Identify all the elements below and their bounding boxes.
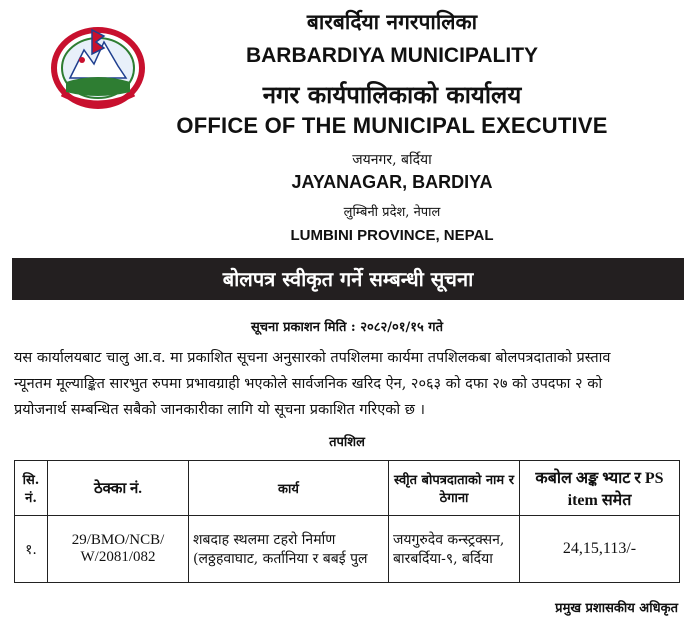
body-line: यस कार्यालयबाट चालु आ.व. मा प्रकाशित सूचना अनुसारको तपशिलमा कार्यमा तपशिलकबा बोलपत्रदाताको प्रस्ताव (14, 350, 611, 366)
notice-title-banner: बोलपत्र स्वीकृत गर्ने सम्बन्धी सूचना (12, 258, 684, 300)
table-header-row (15, 461, 680, 516)
col-serial-header: सि. नं. (15, 461, 48, 516)
office-name-en: OFFICE OF THE MUNICIPAL EXECUTIVE (176, 113, 608, 138)
municipality-name-en: BARBARDIYA MUNICIPALITY (245, 44, 539, 67)
tender-details-table (14, 460, 680, 583)
letterhead (0, 0, 694, 258)
province-en: LUMBINI PROVINCE, NEPAL (290, 227, 494, 244)
table-row (15, 516, 680, 583)
place-np: जयनगर, बर्दिया (352, 152, 432, 168)
place-en: JAYANAGAR, BARDIYA (291, 172, 493, 192)
body-line: न्यूनतम मूल्याङ्कित सारभुत रुपमा प्रभावग्राही भएकोले सार्वजनिक खरिद ऐन, २०६३ को दफा २७ को उपदफा २ को (14, 376, 603, 392)
signoff: प्रमुख प्रशासकीय अधिकृत (555, 601, 678, 616)
col-work-header: कार्य (189, 461, 389, 516)
municipality-name-np: बारबर्दिया नगरपालिका (306, 9, 478, 34)
notice-body (14, 345, 680, 423)
amount-cell: 24,15,113/- (520, 516, 680, 583)
details-section-title: तपशिल (329, 435, 365, 450)
province-np: लुम्बिनी प्रदेश, नेपाल (343, 205, 441, 220)
col-bidder-header: स्वीृत बोपत्रदाताको नाम र ठेगाना (389, 461, 520, 516)
publish-date: सूचना प्रकाशन मिति : २०८२/०१/१५ गते (250, 320, 444, 335)
body-line: प्रयोजनार्थ सम्बन्धित सबैको जानकारीका लागि यो सूचना प्रकाशित गरिएको छ । (14, 402, 426, 418)
col-contract-no-header: ठेक्का नं. (48, 461, 189, 516)
contract-no-cell: 29/BMO/NCB/ W/2081/082 (48, 516, 189, 583)
office-name-np: नगर कार्यपालिकाको कार्यालय (262, 80, 522, 109)
work-cell: शबदाह स्थलमा टहरो निर्माण (लठ्ठहवाघाट, कर्तानिया र बबई पुल (189, 516, 389, 583)
col-amount-header: कबोल अङ्क भ्याट र PS item समेत (520, 461, 680, 516)
serial-cell: १. (15, 516, 48, 583)
bidder-cell: जयगुरुदेव कन्स्ट्रक्सन, बारबर्दिया-९, बर्दिया (389, 516, 520, 583)
